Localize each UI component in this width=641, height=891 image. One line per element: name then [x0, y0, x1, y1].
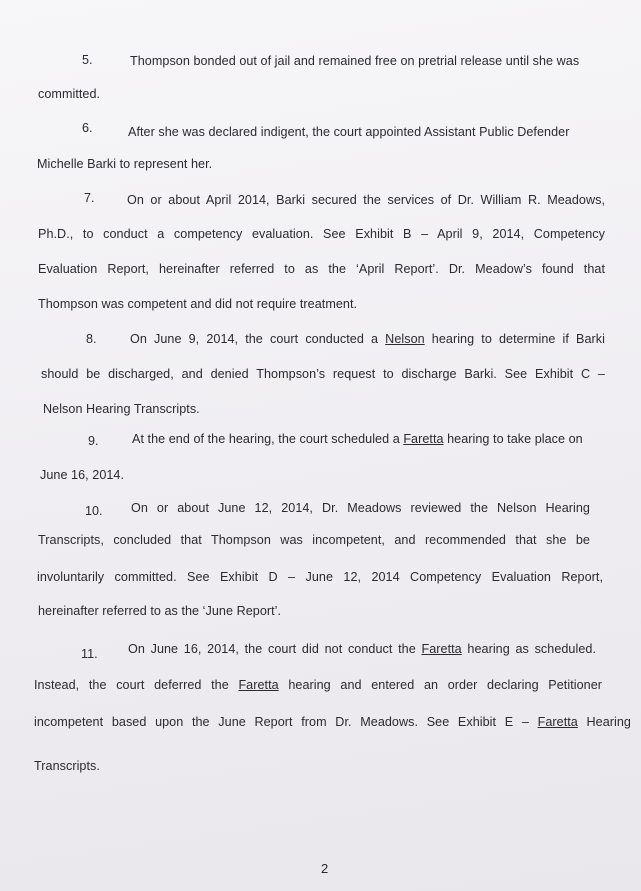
paragraph-number: 11. [81, 647, 98, 661]
text-line: Thompson bonded out of jail and remained free on pretrial release until she was [130, 54, 580, 68]
text-segment: Hearing [577, 715, 631, 729]
text-segment: At the end of the hearing, the court scheduled a [132, 432, 404, 446]
text-segment: hearing to take place on [443, 432, 583, 446]
case-name-nelson: Nelson [385, 332, 425, 346]
paragraph-number: 6. [82, 121, 93, 135]
text-line: Transcripts, concluded that Thompson was incompetent, and recommended that she be [38, 533, 590, 547]
text-segment: incompetent based upon the June Report from Dr. Meadows. See Exhibit E – [34, 715, 538, 729]
page-number: 2 [321, 861, 329, 876]
text-line [128, 641, 596, 657]
text-line: should be discharged, and denied Thompson’s request to discharge Barki. See Exhibit C – [41, 367, 605, 381]
text-line: hereinafter referred to as the ‘June Report’. [38, 604, 282, 618]
paragraph-number: 9. [88, 434, 99, 448]
text-line: On or about April 2014, Barki secured the services of Dr. William R. Meadows, [127, 193, 605, 207]
text-line: Nelson Hearing Transcripts. [43, 402, 200, 416]
case-name-faretta: Faretta [403, 432, 444, 446]
paragraph-number: 7. [84, 191, 95, 205]
case-name-faretta: Faretta [421, 642, 462, 656]
text-line: On or about June 12, 2014, Dr. Meadows reviewed the Nelson Hearing [131, 501, 590, 515]
text-line [34, 677, 602, 693]
text-segment: On June 16, 2014, the court did not conduct the [128, 642, 422, 656]
case-name-faretta: Faretta [537, 715, 578, 729]
text-segment: hearing and entered an order declaring Petitioner [278, 678, 602, 692]
text-line [132, 431, 583, 447]
text-line: Transcripts. [34, 759, 100, 773]
text-segment: hearing to determine if Barki [424, 332, 605, 346]
text-line: Thompson was competent and did not require treatment. [38, 297, 358, 311]
paragraph-number: 5. [82, 53, 93, 67]
text-line: Evaluation Report, hereinafter referred to as the ‘April Report’. Dr. Meadow’s found that [38, 262, 605, 276]
paragraph-number: 8. [86, 332, 97, 346]
text-segment: On June 9, 2014, the court conducted a [130, 332, 386, 346]
text-segment: hearing as scheduled. [461, 642, 596, 656]
text-line: committed. [38, 87, 101, 101]
text-segment: Instead, the court deferred the [34, 678, 239, 692]
text-line: After she was declared indigent, the court appointed Assistant Public Defender [128, 125, 570, 139]
case-name-faretta: Faretta [238, 678, 279, 692]
text-line: Michelle Barki to represent her. [37, 157, 213, 171]
text-line [34, 714, 631, 730]
text-line [130, 331, 605, 347]
text-line: involuntarily committed. See Exhibit D – June 12, 2014 Competency Evaluation Report, [37, 570, 603, 584]
text-line: Ph.D., to conduct a competency evaluation. See Exhibit B – April 9, 2014, Competency [38, 227, 605, 241]
paragraph-number: 10. [85, 504, 103, 518]
text-line: June 16, 2014. [40, 468, 125, 482]
